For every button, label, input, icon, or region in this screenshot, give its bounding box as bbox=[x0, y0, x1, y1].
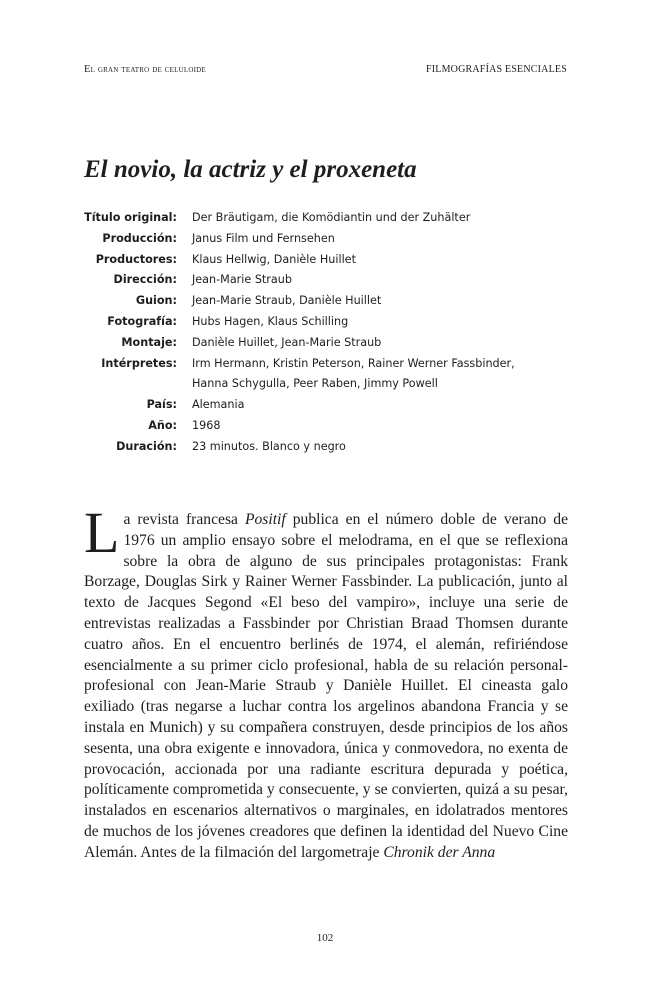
body-paragraph bbox=[84, 500, 568, 864]
credit-value: Alemania bbox=[192, 398, 245, 412]
credit-row-editing bbox=[84, 333, 522, 354]
journal-title: Positif bbox=[244, 511, 286, 528]
credit-value: Irm Hermann, Kristin Peterson, Rainer Werner Fassbinder, Hanna Schygulla, Peer Raben, Jimmy Powell bbox=[192, 356, 515, 391]
credit-row-direction bbox=[84, 270, 522, 291]
credit-row-country bbox=[84, 395, 522, 416]
credit-row-producers bbox=[84, 250, 522, 271]
credit-row-original-title bbox=[84, 208, 522, 229]
credit-label: Duración: bbox=[116, 439, 177, 453]
page-number: 102 bbox=[316, 932, 334, 944]
running-header-book-title: El gran teatro de celuloide bbox=[84, 64, 206, 75]
credits-table bbox=[84, 208, 522, 458]
credit-row-cast bbox=[84, 354, 522, 396]
credit-value: Jean-Marie Straub bbox=[192, 273, 292, 287]
credit-row-year bbox=[84, 416, 522, 437]
body-text-segment: publica en el número doble de verano de 1976 un amplio ensayo sobre el melodrama, en el que se reflexiona sobre la obra de alguno de sus principales protagonistas: Frank Borzage, Douglas Sirk y Rainer Werner Fassbinder. La publicación, junto al texto de Jacques Segond «El beso del vampiro», incluye una serie de entrevistas realizadas a Fassbinder por Christian Braad Thomsen durante cuatro años. En el encuentro berlinés de 1974, el alemán, refiriéndose esencialmente a su primer ciclo profesional, habla de su relación personal-profesional con Jean-Marie Straub y Danièle Huillet. El cineasta galo exiliado (tras negarse a luchar contra los argelinos abandona Francia y se instala en Munich) y su compañera construyen, desde principios de los años sesenta, una obra exigente e innovadora, única y conmovedora, no exenta de provocación, accionada por una radiante escritura depurada y poética, políticamente comprometida y consecuente, y se convierten, quizá a su pesar, instalados en escenarios alternativos o marginales, en idolatrados mentores de muchos de los jóvenes creadores que definen la identidad del Nuevo Cine Alemán. Antes de la filmación del largometraje bbox=[84, 511, 568, 861]
credit-label: Guion: bbox=[135, 294, 177, 308]
film-reference: Chronik der Anna bbox=[383, 843, 496, 861]
credit-row-production bbox=[84, 229, 522, 250]
credit-label: Fotografía: bbox=[107, 314, 177, 328]
credit-row-photography bbox=[84, 312, 522, 333]
credit-label: Dirección: bbox=[113, 273, 177, 287]
drop-cap: L bbox=[84, 500, 120, 565]
credit-value: 1968 bbox=[192, 418, 221, 432]
credit-label: Intérpretes: bbox=[101, 356, 177, 370]
credit-value: Klaus Hellwig, Danièle Huillet bbox=[192, 252, 356, 266]
credit-label: Año: bbox=[148, 418, 177, 432]
body-text bbox=[84, 500, 568, 864]
credit-value: Jean-Marie Straub, Danièle Huillet bbox=[192, 294, 382, 308]
credit-value: Der Bräutigam, die Komödiantin und der Zuhälter bbox=[192, 211, 471, 224]
credit-row-duration bbox=[84, 437, 522, 458]
credit-value: Hubs Hagen, Klaus Schilling bbox=[192, 314, 349, 328]
body-text-segment: a revista francesa bbox=[123, 511, 245, 528]
credit-label: País: bbox=[146, 398, 177, 412]
credit-row-script bbox=[84, 291, 522, 312]
film-title: El novio, la actriz y el proxeneta bbox=[84, 156, 417, 183]
credit-label: Producción: bbox=[102, 231, 177, 245]
credit-label: Título original: bbox=[84, 211, 177, 224]
credit-label: Productores: bbox=[95, 252, 177, 266]
credit-value: 23 minutos. Blanco y negro bbox=[192, 439, 346, 453]
credit-value: Janus Film und Fernsehen bbox=[192, 231, 335, 245]
running-header-section: FILMOGRAFÍAS ESENCIALES bbox=[425, 64, 567, 75]
credit-value: Danièle Huillet, Jean-Marie Straub bbox=[192, 335, 382, 349]
credit-label: Montaje: bbox=[121, 335, 177, 349]
